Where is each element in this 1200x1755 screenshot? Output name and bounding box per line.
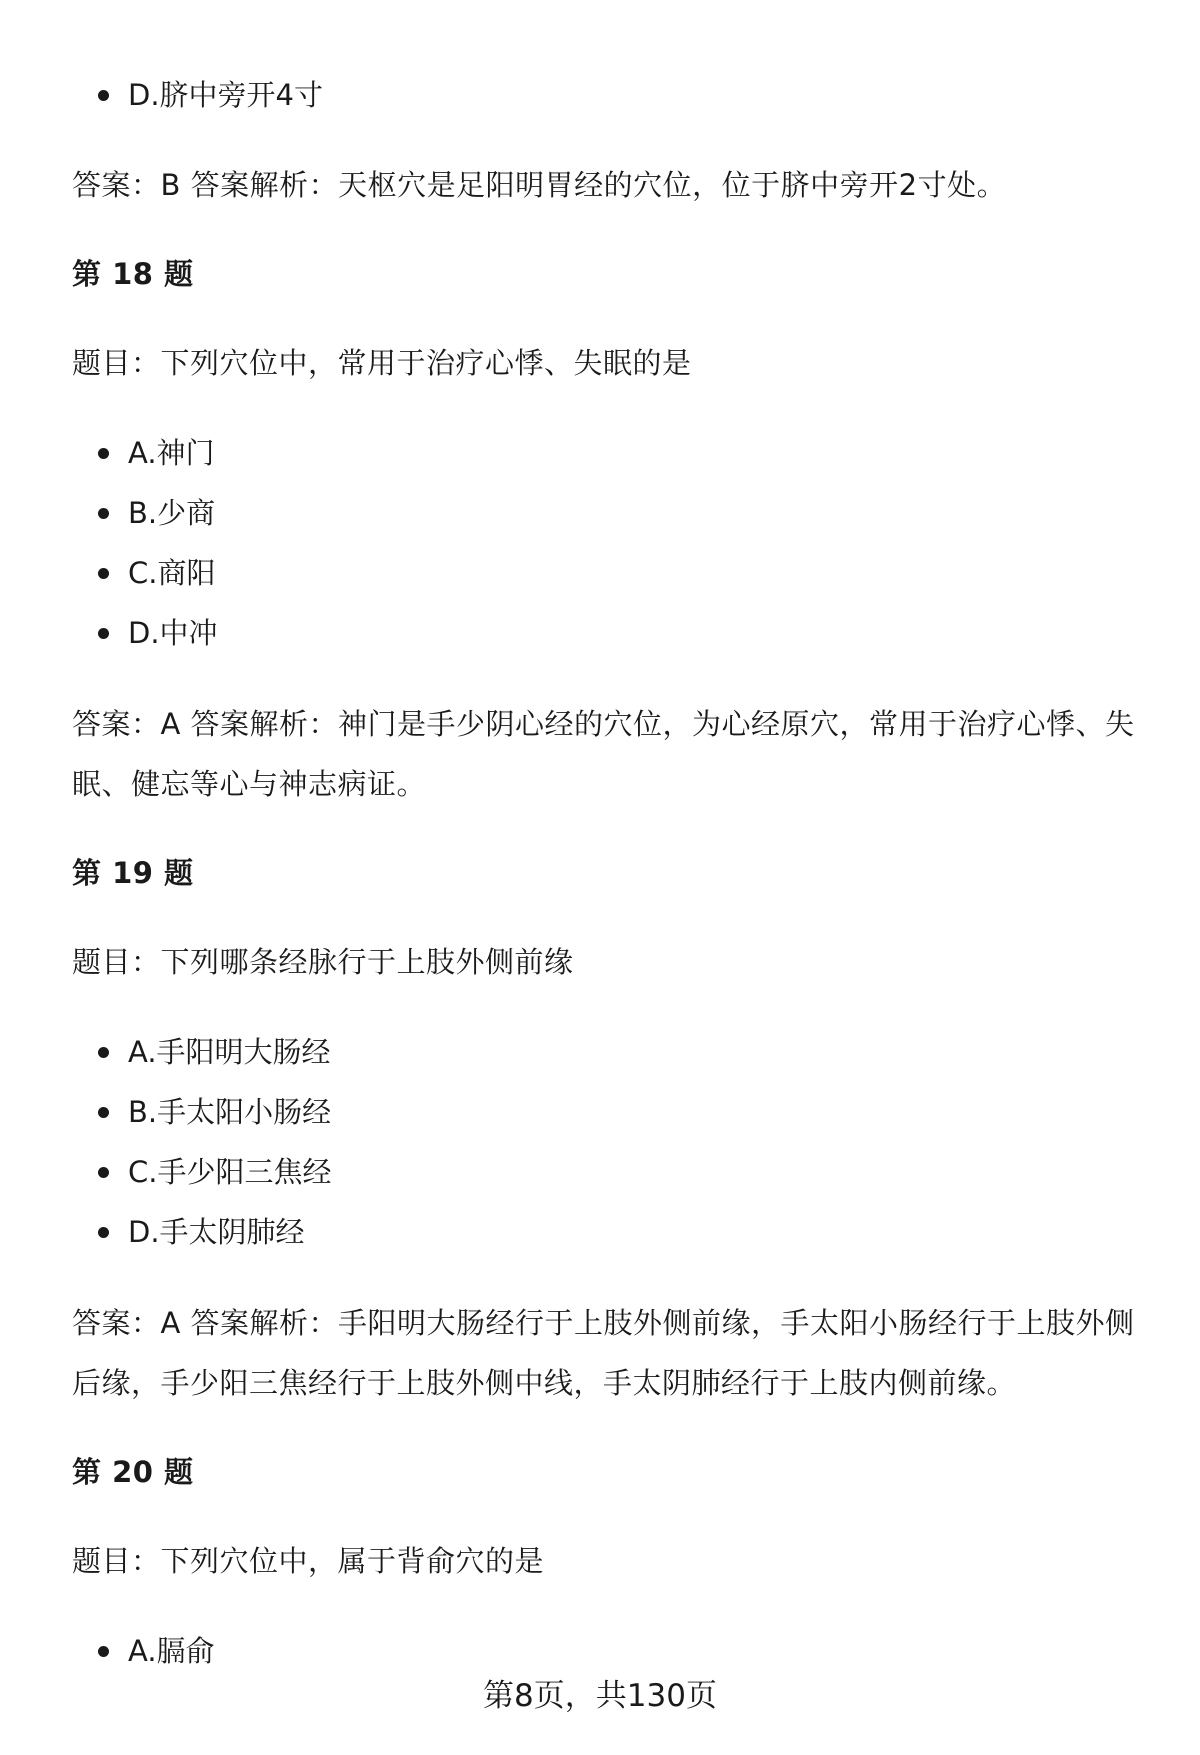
option-item: C.手少阳三焦经 [128,1155,332,1189]
page-footer: 第8页，共130页 [483,1678,717,1714]
bullet-icon [98,568,109,579]
answer-text: 眠、健忘等心与神志病证。 [72,767,427,801]
option-item: A.手阳明大肠经 [128,1035,331,1069]
option-item: A.神门 [128,436,215,470]
question-heading: 第 18 题 [72,257,194,291]
bullet-icon [98,508,109,519]
answer-text: 后缘，手少阳三焦经行于上肢外侧中线，手太阴肺经行于上肢内侧前缘。 [72,1366,1017,1400]
bullet-icon [98,1047,109,1058]
option-item: B.少商 [128,496,216,530]
option-item: D.手太阴肺经 [128,1215,305,1249]
bullet-icon [98,448,109,459]
bullet-icon [98,628,109,639]
question-stem: 题目：下列穴位中，常用于治疗心悸、失眠的是 [72,346,692,380]
option-item: C.商阳 [128,556,216,590]
answer-text: 答案：A 答案解析：手阳明大肠经行于上肢外侧前缘，手太阳小肠经行于上肢外侧 [72,1306,1135,1340]
question-stem: 题目：下列穴位中，属于背俞穴的是 [72,1544,545,1578]
option-item: B.手太阳小肠经 [128,1095,332,1129]
answer-text: 答案：A 答案解析：神门是手少阴心经的穴位，为心经原穴，常用于治疗心悸、失 [72,707,1135,741]
bullet-icon [98,1107,109,1118]
question-heading: 第 20 题 [72,1455,194,1489]
option-item: D.脐中旁开4寸 [128,78,323,112]
question-stem: 题目：下列哪条经脉行于上肢外侧前缘 [72,945,574,979]
bullet-icon [98,1167,109,1178]
question-heading: 第 19 题 [72,856,194,890]
answer-text: 答案：B 答案解析：天枢穴是足阳明胃经的穴位，位于脐中旁开2寸处。 [72,168,1007,202]
bullet-icon [98,1646,109,1657]
bullet-icon [98,1227,109,1238]
bullet-icon [98,90,109,101]
option-item: D.中冲 [128,616,218,650]
option-item: A.膈俞 [128,1634,215,1668]
